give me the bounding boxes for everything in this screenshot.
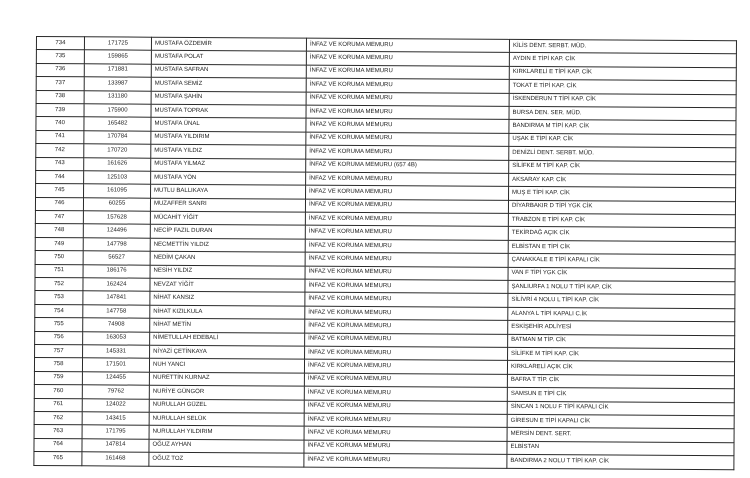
institution-cell: TRABZON E TİPİ KAP. CİK: [508, 213, 735, 228]
row-number-cell: 757: [35, 344, 83, 358]
row-number-cell: 741: [36, 130, 84, 144]
registry-number-cell: 165482: [84, 117, 151, 131]
personnel-table-body: [34, 37, 737, 470]
row-number-cell: 743: [36, 157, 84, 171]
row-number-cell: 751: [35, 264, 83, 278]
full-name-cell: MUSTAFA YILDIRIM: [151, 131, 306, 145]
row-number-cell: 747: [35, 211, 83, 225]
institution-cell: TEKİRDAĞ AÇIK CİK: [508, 227, 735, 242]
job-title-cell: İNFAZ VE KORUMA MEMURU: [306, 118, 509, 133]
institution-cell: ALANYA L TİPİ KAPALI C.İK: [508, 307, 735, 322]
row-number-cell: 744: [36, 170, 84, 184]
registry-number-cell: 186176: [83, 264, 150, 278]
job-title-cell: İNFAZ VE KORUMA MEMURU: [305, 306, 508, 321]
institution-cell: SİNCAN 1 NOLU F TİPİ KAPALI CİK: [507, 401, 734, 416]
full-name-cell: MUSTAFA YILDIZ: [151, 144, 306, 158]
registry-number-cell: 133987: [84, 77, 151, 91]
full-name-cell: MUSTAFA POLAT: [151, 51, 306, 65]
registry-number-cell: 60255: [83, 197, 150, 211]
full-name-cell: NURULLAH GÜZEL: [149, 399, 304, 413]
row-number-cell: 734: [36, 37, 84, 51]
row-number-cell: 742: [36, 144, 84, 158]
row-number-cell: 738: [36, 90, 84, 104]
row-number-cell: 765: [34, 452, 82, 466]
table-row: [34, 452, 734, 470]
institution-cell: DENİZLİ DENT. SERBT. MÜD.: [509, 147, 736, 162]
institution-cell: AYDIN E TİPİ KAP. CİK: [509, 53, 736, 68]
full-name-cell: NUH YANCI: [149, 359, 304, 373]
institution-cell: ELBİSTAN E TİPİ CİK: [508, 240, 735, 255]
institution-cell: ŞANLIURFA 1 NOLU T TİPİ KAP. CİK: [508, 280, 735, 295]
full-name-cell: MUSTAFA ÖZDEMİR: [151, 37, 306, 51]
job-title-cell: İNFAZ VE KORUMA MEMURU: [306, 38, 509, 53]
row-number-cell: 736: [36, 63, 84, 77]
registry-number-cell: 170720: [84, 144, 151, 158]
full-name-cell: NECİP FAZIL DURAN: [150, 225, 305, 239]
row-number-cell: 739: [36, 103, 84, 117]
full-name-cell: NECMETTİN YILDIZ: [150, 238, 305, 252]
job-title-cell: İNFAZ VE KORUMA MEMURU: [305, 199, 508, 214]
institution-cell: GİRESUN E TİPİ KAPALI CİK: [507, 414, 734, 429]
job-title-cell: İNFAZ VE KORUMA MEMURU: [304, 400, 507, 415]
registry-number-cell: 147814: [82, 439, 149, 453]
registry-number-cell: 163053: [83, 331, 150, 345]
job-title-cell: İNFAZ VE KORUMA MEMURU: [305, 252, 508, 267]
full-name-cell: MUSTAFA TOPRAK: [151, 104, 306, 118]
row-number-cell: 753: [35, 291, 83, 305]
full-name-cell: MUSTAFA SEMİZ: [151, 77, 306, 91]
institution-cell: ESKİŞEHİR ADLİYESİ: [508, 321, 735, 336]
job-title-cell: İNFAZ VE KORUMA MEMURU: [304, 440, 507, 455]
institution-cell: SİLİFKE M TİPİ KAP. CİK: [508, 347, 735, 362]
row-number-cell: 735: [36, 50, 84, 64]
row-number-cell: 755: [35, 318, 83, 332]
institution-cell: BATMAN M TİP. CİK: [508, 334, 735, 349]
row-number-cell: 754: [35, 304, 83, 318]
registry-number-cell: 56527: [83, 251, 150, 265]
registry-number-cell: 124022: [82, 398, 149, 412]
institution-cell: KIRKLARELİ AÇIK CİK: [507, 361, 734, 376]
full-name-cell: NİYAZİ ÇETİNKAYA: [150, 345, 305, 359]
row-number-cell: 760: [34, 385, 82, 399]
institution-cell: TOKAT E TİPİ KAP. CİK: [509, 80, 736, 95]
full-name-cell: MUSTAFA ŞAHİN: [151, 91, 306, 105]
institution-cell: SİLİVRİ 4 NOLU L TİPİ KAP. CİK: [508, 294, 735, 309]
job-title-cell: İNFAZ VE KORUMA MEMURU: [306, 65, 509, 80]
full-name-cell: NURİYE GÜNGÖR: [149, 385, 304, 399]
institution-cell: DİYARBAKIR D TİPİ YGK CİK: [508, 200, 735, 215]
job-title-cell: İNFAZ VE KORUMA MEMURU: [304, 386, 507, 401]
institution-cell: MERSİN DENT. SERT.: [507, 428, 734, 443]
institution-cell: BURSA DEN. SER. MÜD.: [509, 106, 736, 121]
job-title-cell: İNFAZ VE KORUMA MEMURU: [304, 413, 507, 428]
registry-number-cell: 161095: [84, 184, 151, 198]
full-name-cell: MUSTAFA YILMAZ: [151, 158, 306, 172]
job-title-cell: İNFAZ VE KORUMA MEMURU: [305, 226, 508, 241]
document-page: [33, 36, 736, 470]
row-number-cell: 762: [34, 411, 82, 425]
full-name-cell: NİMETULLAH EDEBALİ: [150, 332, 305, 346]
institution-cell: MUŞ E TİPİ KAP. CİK: [509, 187, 736, 202]
job-title-cell: İNFAZ VE KORUMA MEMURU: [304, 453, 507, 468]
registry-number-cell: 170784: [84, 131, 151, 145]
full-name-cell: MUSTAFA SAFRAN: [151, 64, 306, 78]
job-title-cell: İNFAZ VE KORUMA MEMURU: [305, 333, 508, 348]
registry-number-cell: 124455: [82, 372, 149, 386]
institution-cell: SAMSUN E TİPİ CİK: [507, 388, 734, 403]
full-name-cell: NURULLAH YILDIRIM: [149, 426, 304, 440]
registry-number-cell: 175900: [84, 104, 151, 118]
job-title-cell: İNFAZ VE KORUMA MEMURU: [305, 293, 508, 308]
full-name-cell: OĞUZ AYHAN: [149, 439, 304, 453]
registry-number-cell: 171795: [82, 425, 149, 439]
full-name-cell: OĞUZ TOZ: [149, 452, 304, 466]
registry-number-cell: 125103: [84, 171, 151, 185]
full-name-cell: MUZAFFER SANRI: [150, 198, 305, 212]
institution-cell: BANDIRMA M TİPİ KAP. CİK: [509, 120, 736, 135]
job-title-cell: İNFAZ VE KORUMA MEMURU: [304, 360, 507, 375]
registry-number-cell: 147798: [83, 238, 150, 252]
institution-cell: KIRKLARELİ E TİPİ KAP. CİK: [509, 66, 736, 81]
full-name-cell: NİHAT KIZILKULA: [150, 305, 305, 319]
row-number-cell: 737: [36, 77, 84, 91]
registry-number-cell: 161626: [84, 157, 151, 171]
full-name-cell: NURULLAH SELÜK: [149, 412, 304, 426]
row-number-cell: 750: [35, 251, 83, 265]
job-title-cell: İNFAZ VE KORUMA MEMURU: [306, 145, 509, 160]
institution-cell: ELBİSTAN: [507, 441, 734, 456]
registry-number-cell: 124496: [83, 224, 150, 238]
institution-cell: VAN F TİPİ YGK CİK: [508, 267, 735, 282]
full-name-cell: NESİH YILDIZ: [150, 265, 305, 279]
registry-number-cell: 171501: [82, 358, 149, 372]
personnel-table: [33, 36, 737, 470]
registry-number-cell: 147758: [83, 305, 150, 319]
row-number-cell: 763: [34, 425, 82, 439]
institution-cell: BANDIRMA 2 NOLU T TİPİ KAP. CİK: [507, 454, 734, 469]
registry-number-cell: 143415: [82, 412, 149, 426]
row-number-cell: 745: [36, 184, 84, 198]
job-title-cell: İNFAZ VE KORUMA MEMURU: [306, 185, 509, 200]
full-name-cell: MUSTAFA ÜNAL: [151, 118, 306, 132]
job-title-cell: İNFAZ VE KORUMA MEMURU: [306, 92, 509, 107]
full-name-cell: NİHAT KANSIZ: [150, 292, 305, 306]
row-number-cell: 761: [34, 398, 82, 412]
registry-number-cell: 171881: [84, 64, 151, 78]
job-title-cell: İNFAZ VE KORUMA MEMURU: [306, 172, 509, 187]
registry-number-cell: 145331: [83, 345, 150, 359]
institution-cell: BAFRA T TİP. CİK: [507, 374, 734, 389]
job-title-cell: İNFAZ VE KORUMA MEMURU: [305, 266, 508, 281]
registry-number-cell: 157628: [83, 211, 150, 225]
full-name-cell: NURETTİN KURNAZ: [149, 372, 304, 386]
job-title-cell: İNFAZ VE KORUMA MEMURU: [306, 52, 509, 67]
job-title-cell: İNFAZ VE KORUMA MEMURU: [305, 212, 508, 227]
job-title-cell: İNFAZ VE KORUMA MEMURU (657 4B): [306, 159, 509, 174]
institution-cell: UŞAK E TİPİ KAP. CİK: [509, 133, 736, 148]
full-name-cell: NEVZAT YİĞİT: [150, 278, 305, 292]
registry-number-cell: 159865: [84, 50, 151, 64]
registry-number-cell: 161468: [82, 452, 149, 466]
row-number-cell: 752: [35, 278, 83, 292]
row-number-cell: 749: [35, 237, 83, 251]
row-number-cell: 740: [36, 117, 84, 131]
row-number-cell: 748: [35, 224, 83, 238]
row-number-cell: 764: [34, 438, 82, 452]
registry-number-cell: 79762: [82, 385, 149, 399]
institution-cell: SİLİFKE M TİPİ KAP. CİK: [509, 160, 736, 175]
row-number-cell: 746: [35, 197, 83, 211]
job-title-cell: İNFAZ VE KORUMA MEMURU: [306, 78, 509, 93]
institution-cell: ÇANAKKALE E TİPİ KAPALI CİK: [508, 254, 735, 269]
registry-number-cell: 74908: [83, 318, 150, 332]
job-title-cell: İNFAZ VE KORUMA MEMURU: [304, 373, 507, 388]
full-name-cell: MÜCAHİT YİĞİT: [150, 211, 305, 225]
job-title-cell: İNFAZ VE KORUMA MEMURU: [306, 105, 509, 120]
institution-cell: AKSARAY KAP. CİK: [509, 173, 736, 188]
job-title-cell: İNFAZ VE KORUMA MEMURU: [304, 426, 507, 441]
registry-number-cell: 147841: [83, 291, 150, 305]
job-title-cell: İNFAZ VE KORUMA MEMURU: [305, 279, 508, 294]
full-name-cell: NEDİM ÇAKAN: [150, 251, 305, 265]
job-title-cell: İNFAZ VE KORUMA MEMURU: [305, 346, 508, 361]
institution-cell: İSKENDERUN T TİPİ KAP. CİK: [509, 93, 736, 108]
row-number-cell: 759: [34, 371, 82, 385]
registry-number-cell: 162424: [83, 278, 150, 292]
full-name-cell: MUTLU BALLIKAYA: [151, 184, 306, 198]
row-number-cell: 758: [34, 358, 82, 372]
job-title-cell: İNFAZ VE KORUMA MEMURU: [306, 132, 509, 147]
institution-cell: KİLİS DENT. SERBT. MÜD.: [509, 39, 736, 54]
full-name-cell: MUSTAFA YÖN: [151, 171, 306, 185]
row-number-cell: 756: [35, 331, 83, 345]
job-title-cell: İNFAZ VE KORUMA MEMURU: [305, 319, 508, 334]
registry-number-cell: 171725: [84, 37, 151, 51]
job-title-cell: İNFAZ VE KORUMA MEMURU: [305, 239, 508, 254]
registry-number-cell: 131180: [84, 90, 151, 104]
full-name-cell: NİHAT METİN: [150, 318, 305, 332]
